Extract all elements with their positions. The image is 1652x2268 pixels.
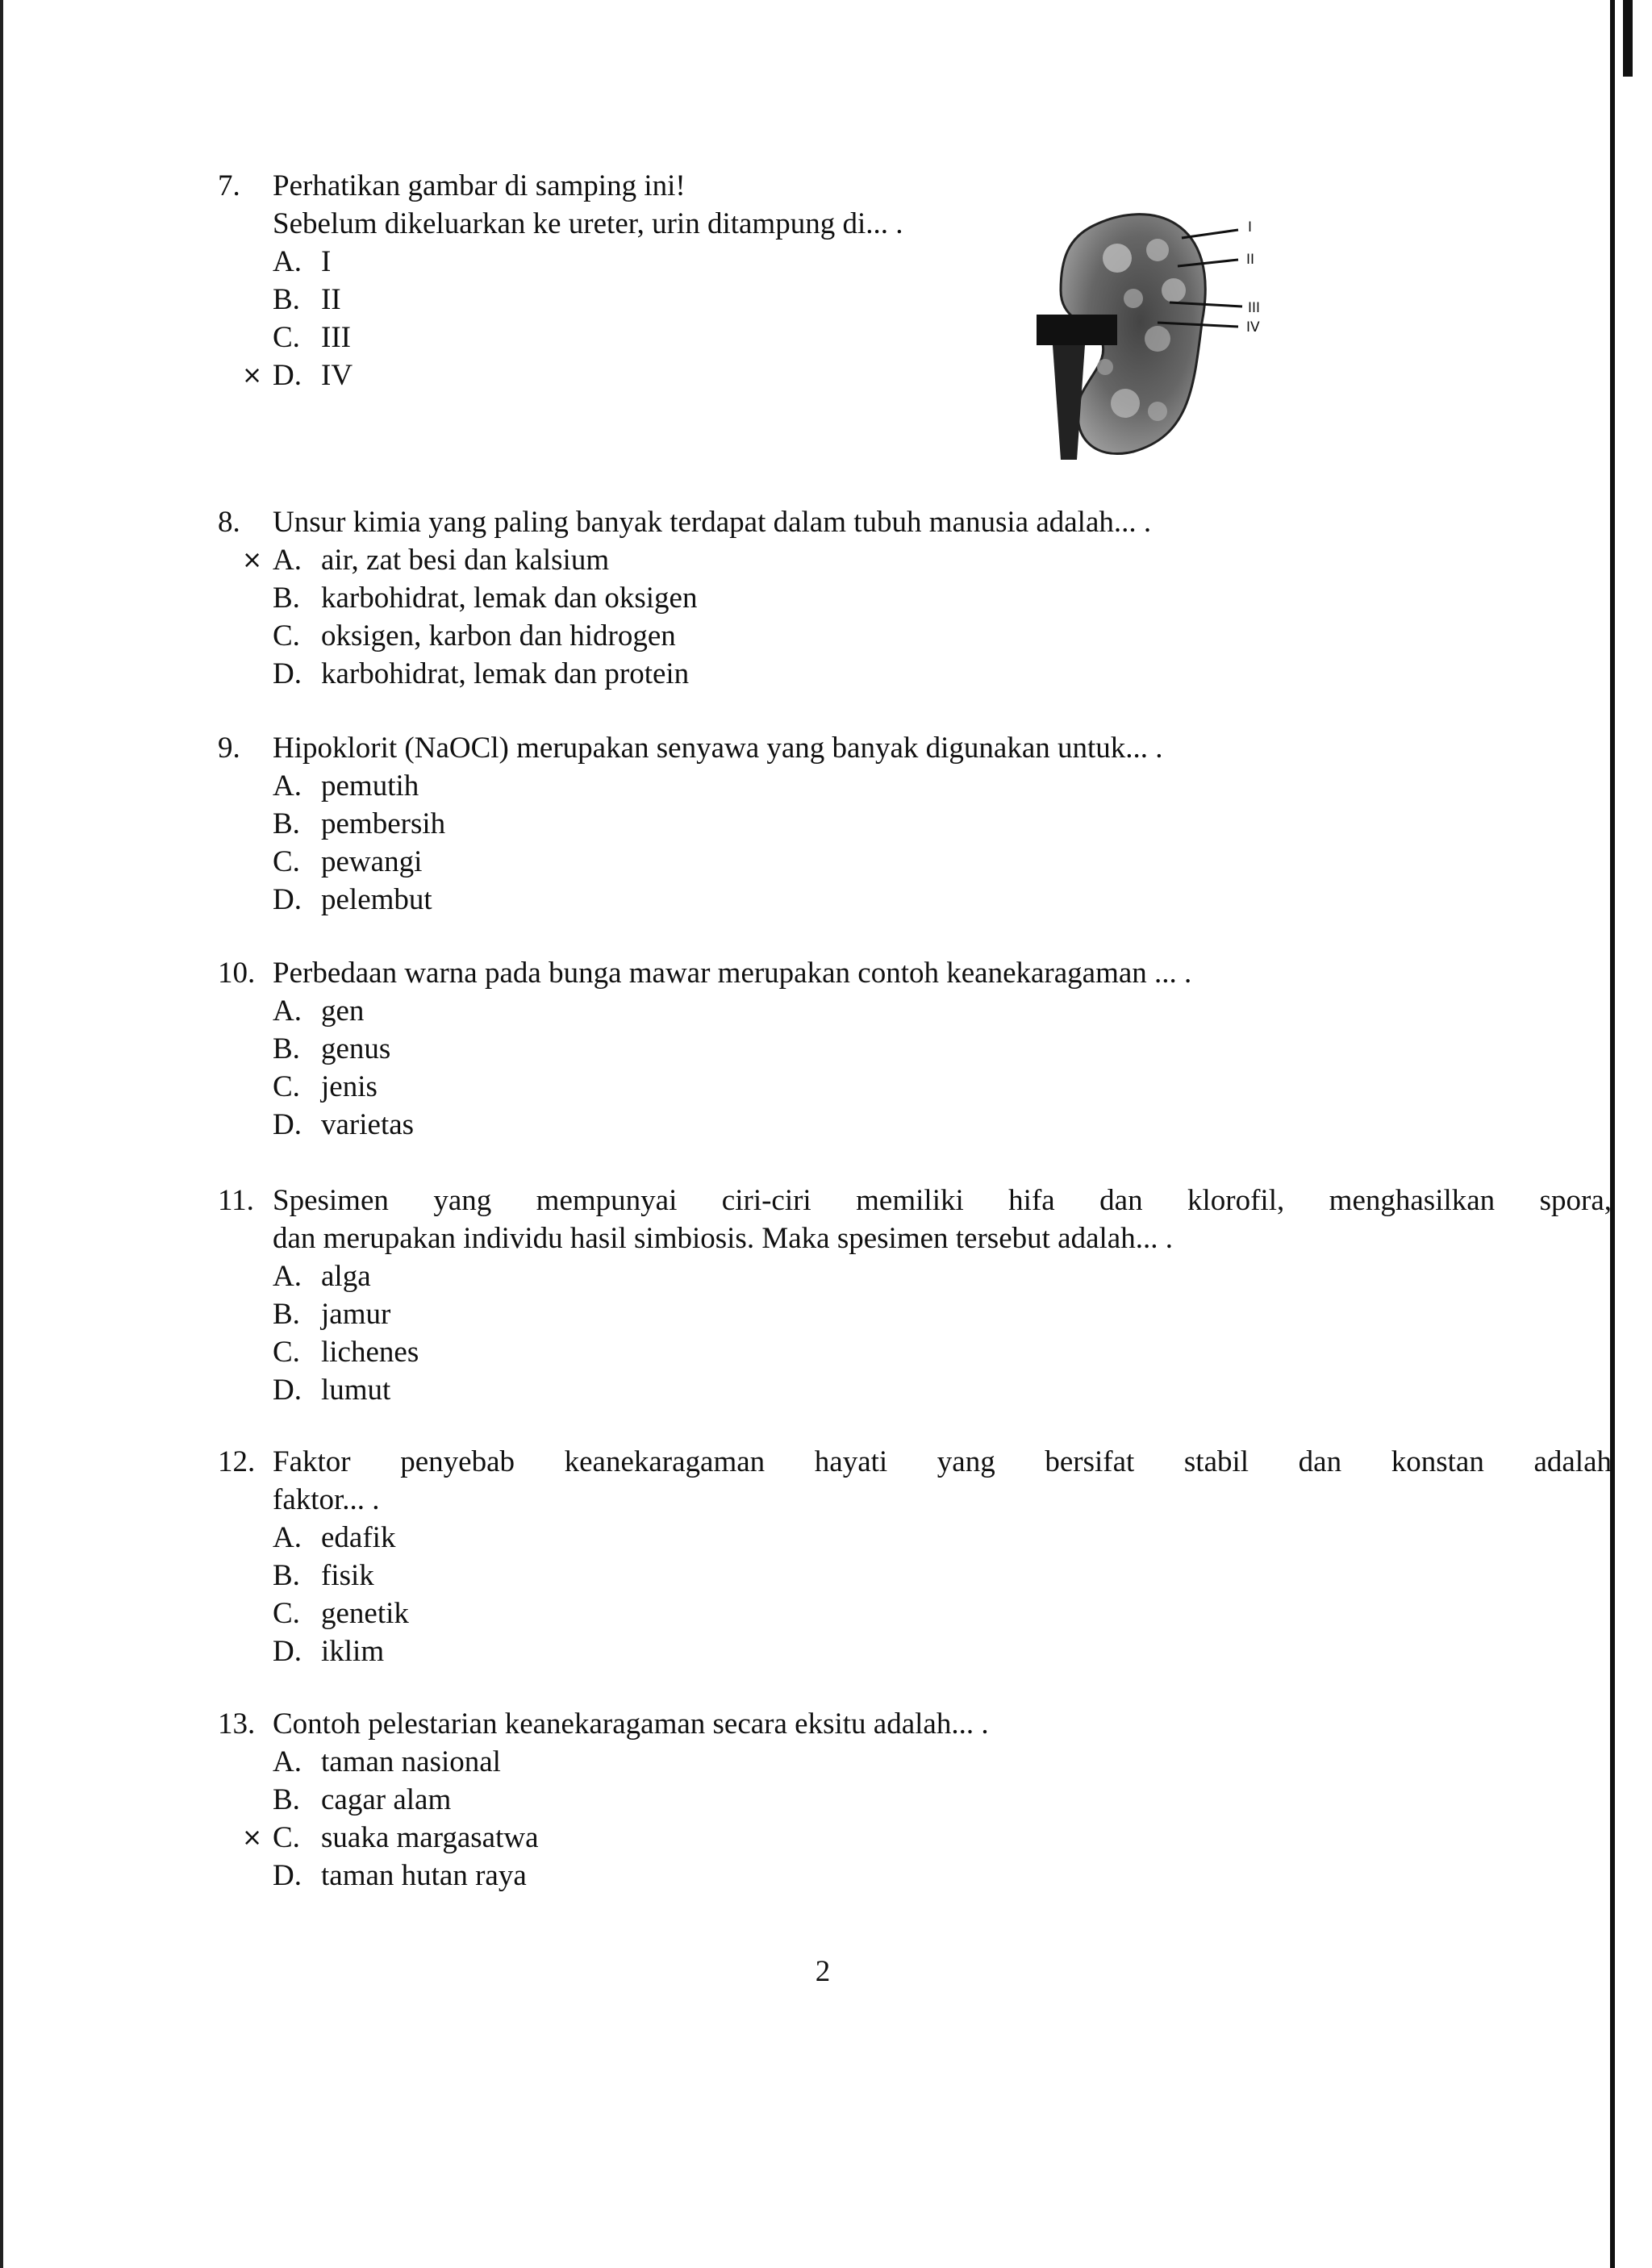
question-11: [218, 1182, 1612, 1409]
question-number: 13.: [218, 1707, 256, 1741]
option-c: C. III: [273, 321, 351, 354]
answer-mark: ×: [242, 546, 263, 574]
option-a: A. I: [273, 245, 332, 278]
option-b: B. karbohidrat, lemak dan oksigen: [273, 582, 698, 615]
question-text: Perhatikan gambar di samping ini!: [273, 169, 686, 202]
option-a: A. edafik: [273, 1521, 396, 1554]
option-d: D. karbohidrat, lemak dan protein: [273, 657, 690, 690]
option-b: B. pembersih: [273, 807, 446, 840]
figure-label-i: I: [1248, 219, 1253, 236]
question-number: 11.: [218, 1184, 254, 1217]
scan-edge-right: [1610, 0, 1615, 2268]
scan-edge-right-top: [1623, 0, 1633, 77]
option-d: D. taman hutan raya: [273, 1859, 527, 1892]
question-12: [218, 1443, 1612, 1670]
question-text: Contoh pelestarian keanekaragaman secara eksitu adalah... .: [273, 1707, 989, 1741]
answer-mark: ×: [242, 1824, 263, 1852]
question-number: 7.: [218, 169, 240, 202]
figure-label-iv: IV: [1246, 319, 1260, 336]
option-d: D. pelembut: [273, 883, 432, 916]
option-a: A. taman nasional: [273, 1745, 501, 1778]
question-number: 8.: [218, 506, 240, 539]
figure-label-ii: II: [1246, 252, 1255, 268]
label-line-i: [1182, 230, 1238, 238]
question-number: 10.: [218, 957, 256, 990]
option-d: × D. IV: [218, 356, 1412, 394]
answer-mark: ×: [242, 361, 263, 390]
option-a: × A. air, zat besi dan kalsium: [218, 541, 1412, 579]
option-c: × C. suaka margasatwa: [218, 1819, 1412, 1857]
question-text: Sebelum dikeluarkan ke ureter, urin ditampung di... .: [273, 207, 903, 240]
option-b: B. II: [273, 283, 341, 316]
page-number: 2: [815, 1955, 831, 1988]
question-8: [218, 503, 1412, 693]
option-b: B. jamur: [273, 1298, 391, 1331]
question-text: Perbedaan warna pada bunga mawar merupakan contoh keanekaragaman ... .: [273, 957, 1192, 990]
option-c: C. genetik: [273, 1597, 409, 1630]
option-b: B. genus: [273, 1032, 391, 1065]
question-10: [218, 954, 1412, 1144]
option-a: A. pemutih: [273, 769, 419, 803]
question-text: Hipoklorit (NaOCl) merupakan senyawa yang banyak digunakan untuk... .: [273, 732, 1163, 765]
question-13: [218, 1705, 1412, 1895]
figure-label-iii: III: [1248, 300, 1261, 316]
option-a: A. alga: [273, 1260, 371, 1293]
scan-edge-left: [0, 0, 3, 2268]
question-9: [218, 729, 1412, 919]
option-b: B. fisik: [273, 1559, 374, 1592]
option-d: D. lumut: [273, 1374, 391, 1407]
option-c: C. oksigen, karbon dan hidrogen: [273, 619, 676, 652]
question-text: dan merupakan individu hasil simbiosis. Maka spesimen tersebut adalah... .: [273, 1222, 1173, 1255]
option-c: C. lichenes: [273, 1336, 419, 1369]
option-d: D. varietas: [273, 1108, 415, 1141]
option-d: D. iklim: [273, 1635, 385, 1668]
question-text: Unsur kimia yang paling banyak terdapat dalam tubuh manusia adalah... .: [273, 506, 1152, 539]
question-number: 9.: [218, 732, 240, 765]
question-text: faktor... .: [273, 1483, 380, 1516]
option-c: C. pewangi: [273, 845, 423, 878]
option-c: C. jenis: [273, 1070, 378, 1103]
kidney-figure: [1037, 202, 1295, 468]
question-text: Spesimen yang mempunyai ciri-ciri memiliki hifa dan klorofil, menghasilkan spora,: [273, 1184, 1612, 1217]
question-text: Faktor penyebab keanekaragaman hayati yang bersifat stabil dan konstan adalah: [273, 1445, 1612, 1478]
option-a: A. gen: [273, 994, 365, 1028]
question-number: 12.: [218, 1445, 256, 1478]
option-b: B. cagar alam: [273, 1783, 452, 1816]
